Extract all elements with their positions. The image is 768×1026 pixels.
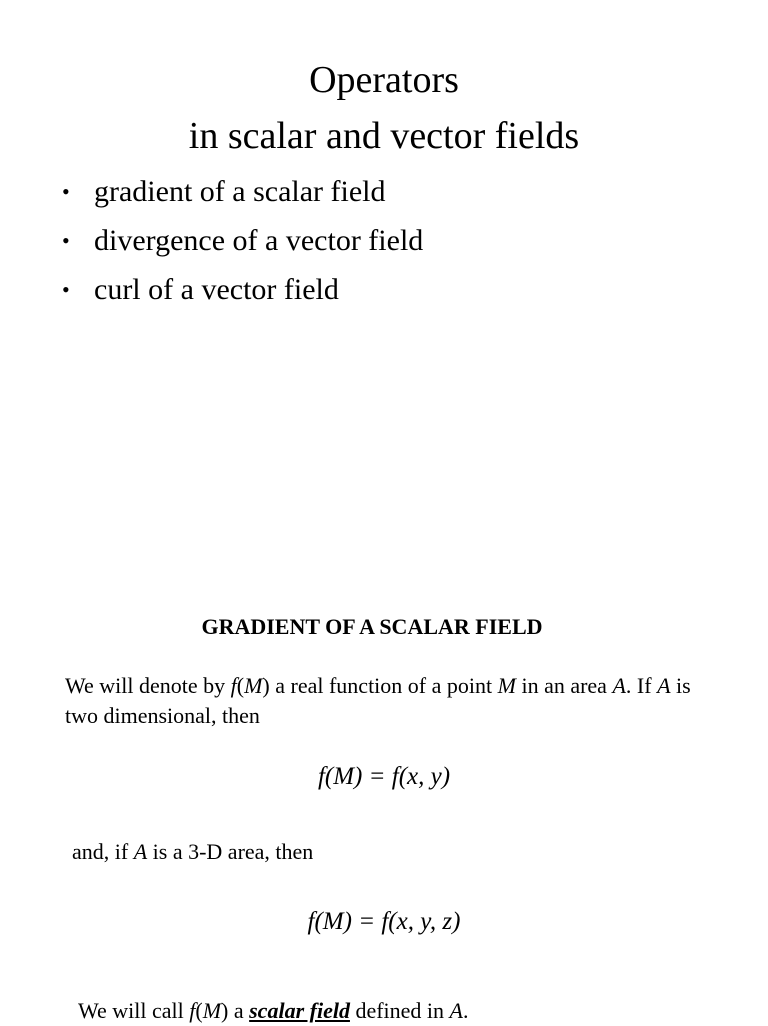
- math-symbol-f: f: [230, 673, 237, 698]
- formula-text: f(M) = f(x, y, z): [307, 908, 461, 935]
- section-heading: GRADIENT OF A SCALAR FIELD: [201, 614, 543, 639]
- paragraph-3d-area: [72, 837, 313, 867]
- text-run: (: [236, 673, 245, 698]
- math-symbol-m: M: [244, 673, 263, 698]
- text-run: is two dimensional, then: [65, 673, 691, 728]
- emphasized-term: scalar field: [249, 998, 350, 1023]
- math-symbol-a: A: [449, 998, 463, 1023]
- math-symbol-a: A: [133, 839, 148, 864]
- bullet-text: divergence of a vector field: [94, 224, 424, 257]
- bullet-item: [62, 270, 423, 319]
- formula-text: f(M) = f(x, y): [317, 763, 451, 790]
- text-run: in an area: [515, 673, 613, 698]
- formula-3d: [0, 905, 768, 939]
- math-symbol-f: f: [189, 998, 196, 1023]
- bullet-glyph: •: [62, 277, 70, 302]
- text-run: a real function of a point: [269, 673, 498, 698]
- math-symbol-a: A: [612, 673, 626, 698]
- text-run: We will call: [78, 998, 190, 1023]
- slide-title-line-1: Operators: [309, 59, 459, 101]
- paragraph-denote-function: [65, 671, 725, 731]
- text-run: a: [228, 998, 250, 1023]
- math-symbol-m: M: [202, 998, 222, 1023]
- text-run: defined in: [349, 998, 450, 1023]
- slide-title: [0, 52, 768, 164]
- text-run: .: [463, 998, 469, 1023]
- text-run: ): [262, 673, 270, 698]
- slide-title-line-2: in scalar and vector fields: [188, 115, 580, 157]
- text-run: . If: [625, 673, 658, 698]
- text-run: (: [195, 998, 203, 1023]
- bullet-glyph: •: [62, 228, 70, 253]
- math-symbol-m: M: [497, 673, 516, 698]
- text-run: ): [221, 998, 229, 1023]
- bullet-text: curl of a vector field: [94, 273, 339, 306]
- text-run: is a 3-D area, then: [147, 839, 314, 864]
- formula-2d: [0, 760, 768, 794]
- paragraph-scalar-field-definition: [78, 996, 469, 1026]
- text-run: We will denote by: [65, 673, 231, 698]
- bullet-text: gradient of a scalar field: [94, 175, 386, 208]
- text-run: and, if: [72, 839, 134, 864]
- bullet-list: [62, 172, 423, 319]
- math-symbol-a: A: [657, 673, 671, 698]
- bullet-item: [62, 221, 423, 270]
- bullet-glyph: •: [62, 179, 70, 204]
- bullet-item: [62, 172, 423, 221]
